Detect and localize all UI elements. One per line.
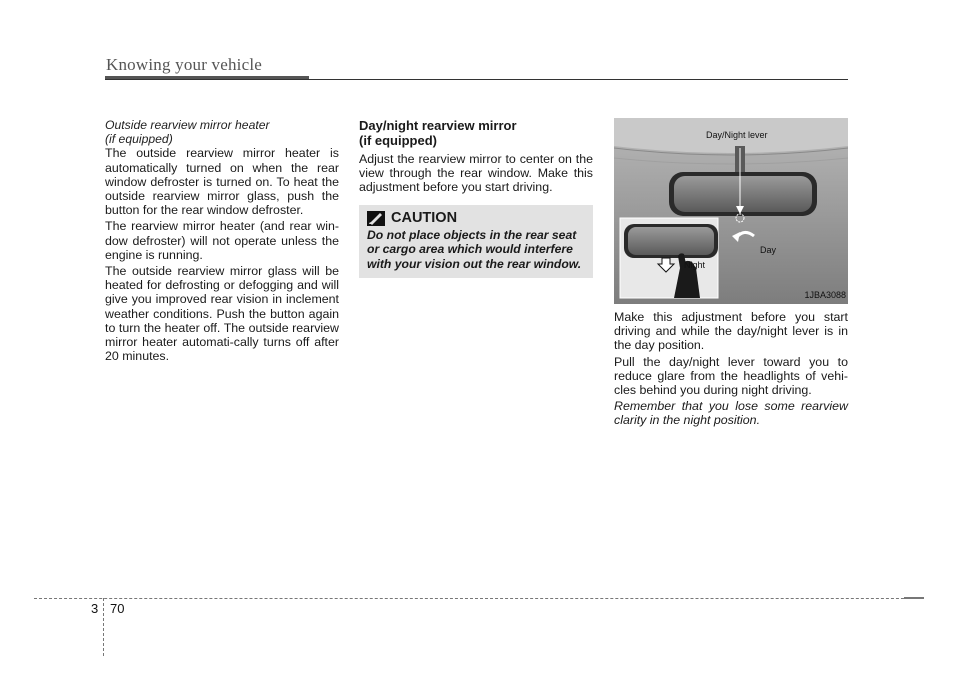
footer-rule-accent: [904, 597, 924, 599]
paragraph: The outside rearview mirror heater is automatically turned on when the rear window defroster is turned on. To heat the outside rearview mirror glass, push the button for the rear window defroster.: [105, 146, 339, 218]
label-day-night-lever: Day/Night lever: [706, 130, 768, 140]
caution-header: [367, 211, 586, 226]
column-left: [105, 118, 339, 365]
footer-rule: [34, 598, 924, 599]
paragraph: Adjust the rearview mirror to center on the view through the rear window. Make this adjustment before you start driving.: [359, 152, 593, 195]
paragraph: Pull the day/night lever toward you to reduce glare from the headlights of vehi-cles behind you during night driving.: [614, 354, 848, 398]
caution-box: [359, 205, 593, 279]
subtitle-line2: (if equipped): [105, 132, 173, 147]
heading-line2: (if equipped): [359, 133, 437, 148]
section-subtitle: [105, 118, 339, 146]
footer-divider: [103, 598, 104, 656]
label-night: Night: [684, 260, 706, 270]
caution-text: Do not place objects in the rear seat or cargo area which would interfere with your vision out the rear window.: [367, 227, 582, 271]
page-header-title: Knowing your vehicle: [106, 55, 263, 74]
mirror-drawing: [614, 118, 848, 304]
subtitle-line1: Outside rearview mirror heater: [105, 118, 270, 132]
caution-title: CAUTION: [391, 210, 458, 226]
paragraph-italic: Remember that you lose some rearview clarity in the night position.: [614, 399, 848, 428]
caution-icon: [367, 211, 385, 226]
chapter-number: 3: [91, 601, 99, 616]
paragraph: The outside rearview mirror glass will be heated for defrosting or defogging and will give you improved rear vision in inclement weather conditions. Push the button again to turn the heater off. The outside rearview mirror heater automati-cally turns off after 20 minutes.: [105, 264, 339, 364]
page-number: 70: [110, 601, 125, 616]
rearview-mirror-illustration: [614, 118, 848, 304]
column-right: [614, 118, 848, 428]
column-middle: [359, 118, 593, 278]
header-rule: [105, 79, 848, 80]
figure-code: 1JBA3088: [804, 289, 846, 300]
section-heading: [359, 118, 593, 148]
paragraph: The rearview mirror heater (and rear win-dow defroster) will not operate unless the engine is running.: [105, 219, 339, 262]
paragraph: Make this adjustment before you start driving and while the day/night lever is in the day position.: [614, 310, 848, 353]
label-day: Day: [760, 245, 777, 255]
heading-line1: Day/night rearview mirror: [359, 118, 517, 133]
